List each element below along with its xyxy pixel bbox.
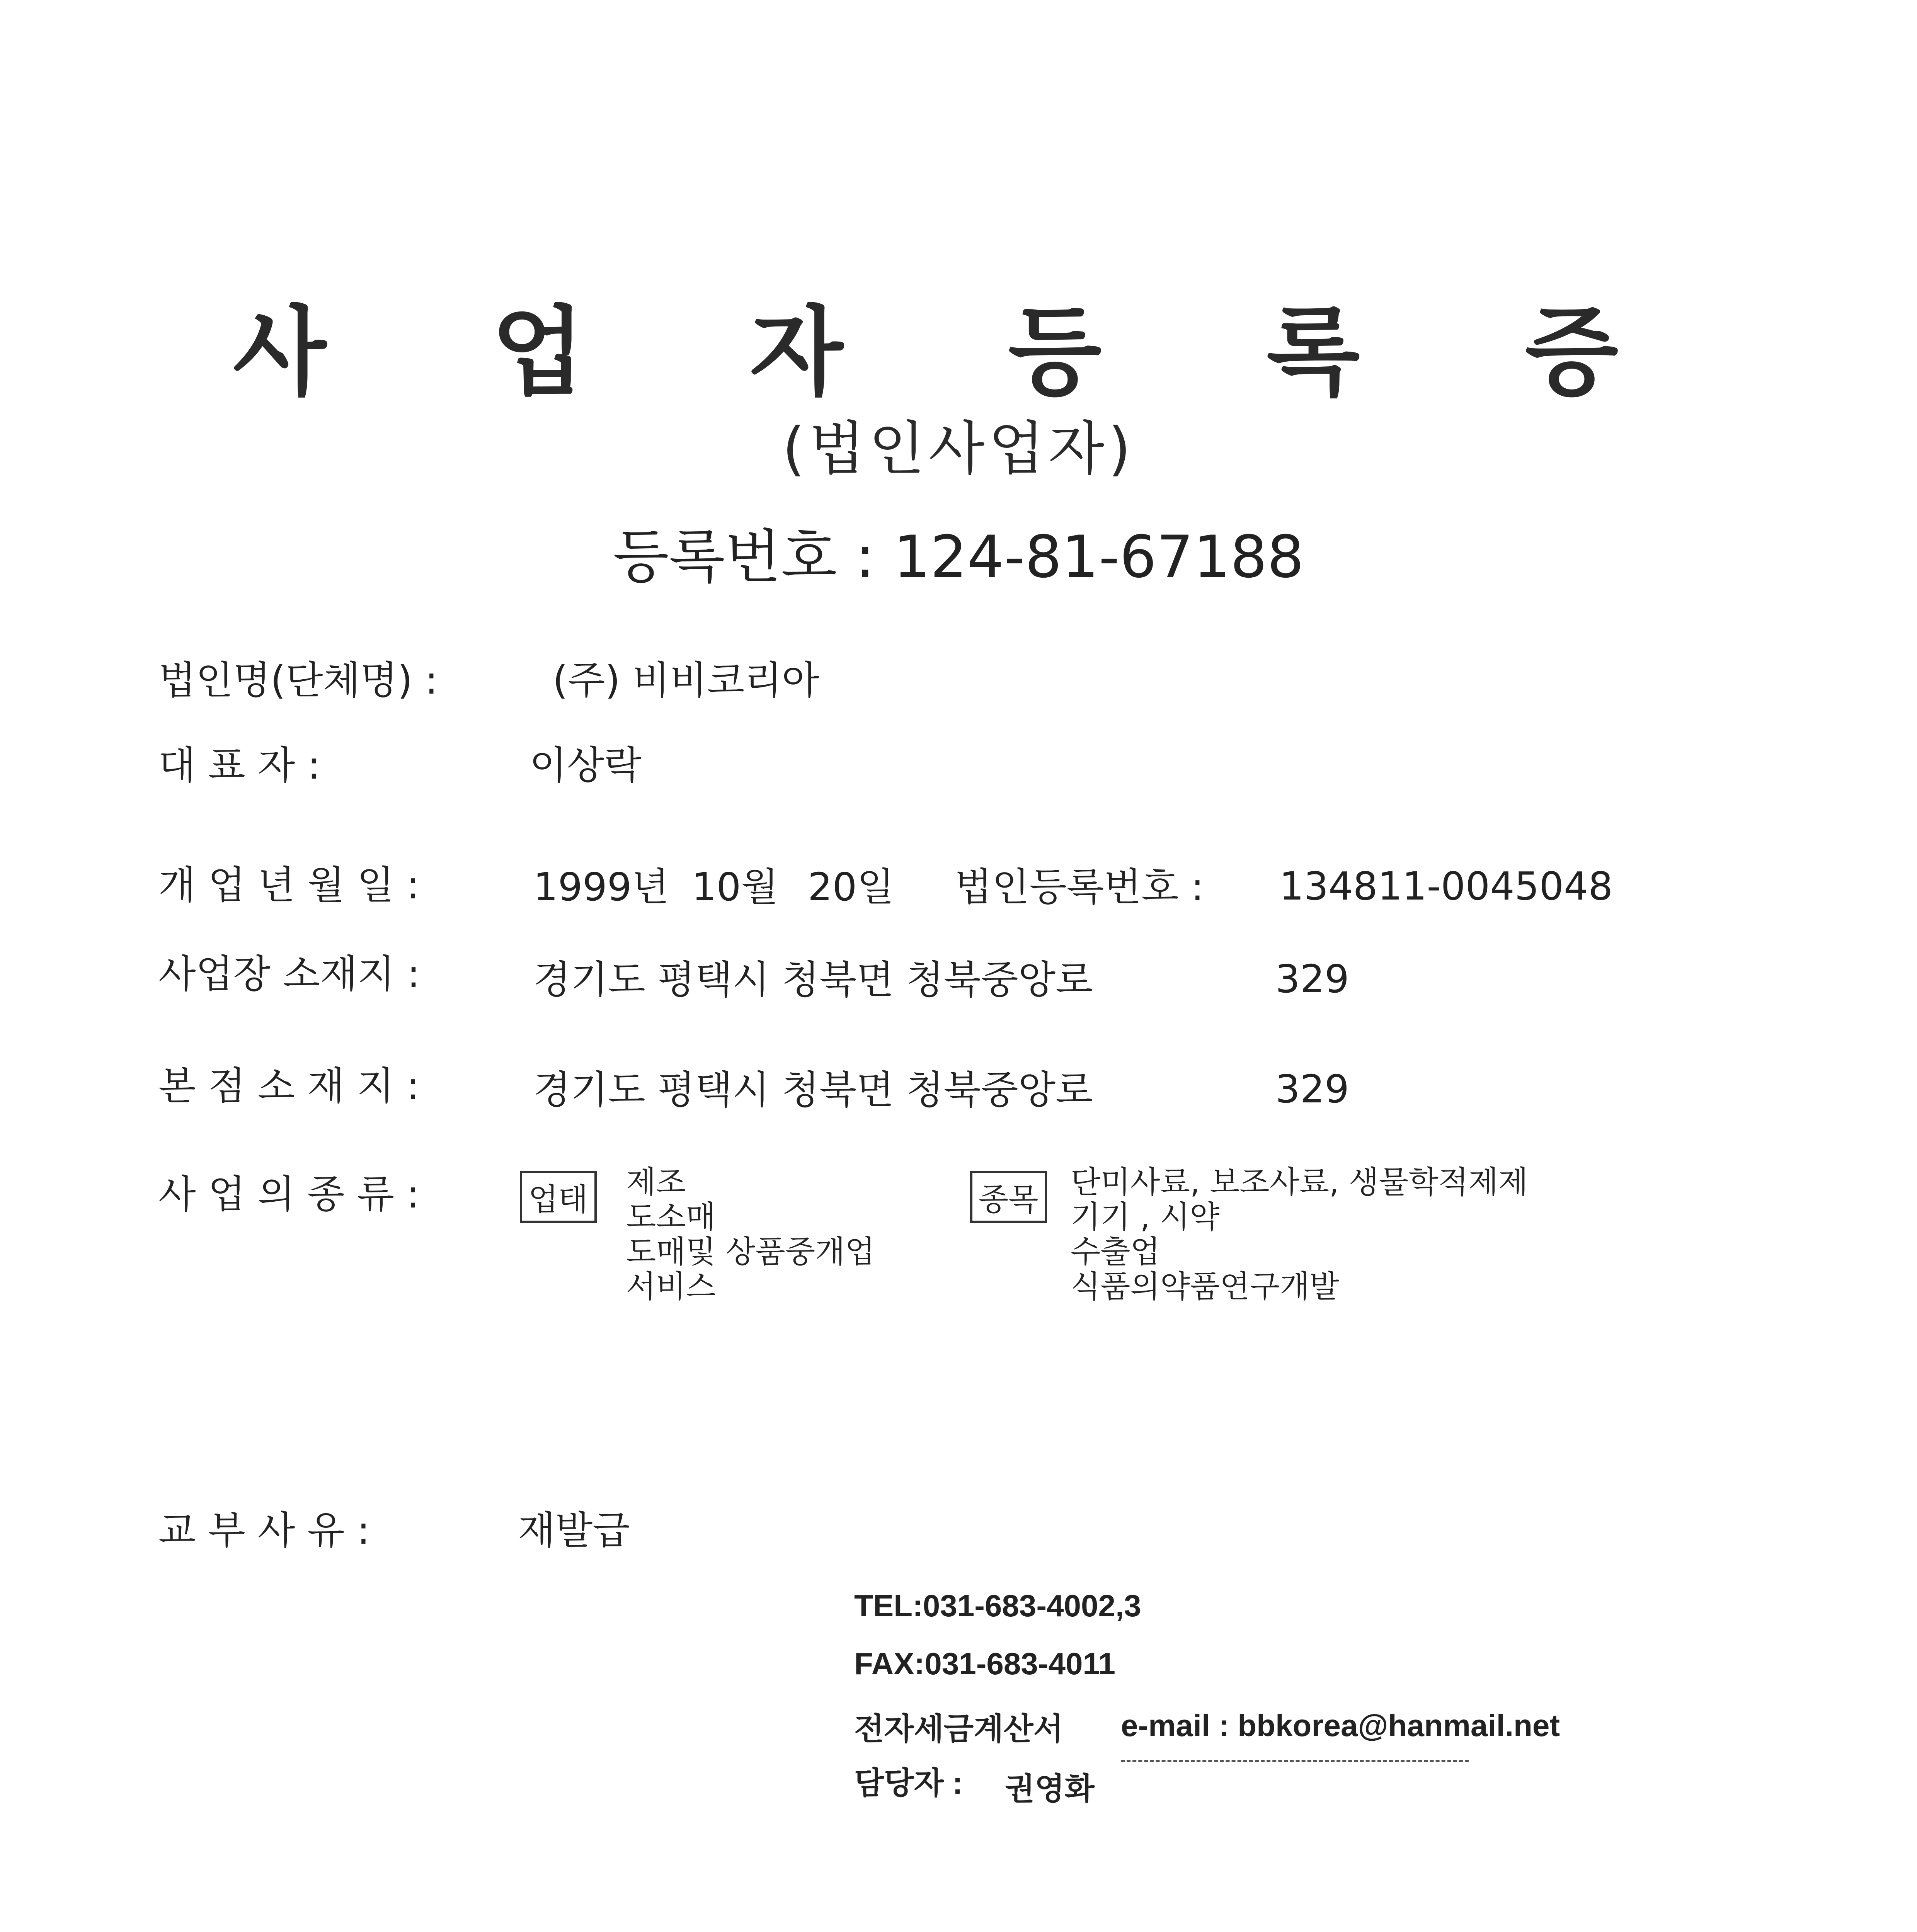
- manager-name: 권영화: [1005, 1772, 1095, 1806]
- issue-reason-label: 교 부 사 유 :: [158, 1508, 370, 1553]
- telephone: TEL:031-683-4002,3: [854, 1588, 1141, 1623]
- document-title: 사 업 자 등 록 증: [233, 296, 1684, 408]
- list-item: 단미사료, 보조사료, 생물학적제제: [1071, 1164, 1528, 1200]
- einvoice-label: 전자세금계산서: [854, 1712, 1063, 1746]
- representative-name: 이상락: [529, 743, 642, 788]
- list-item: 서비스: [626, 1269, 716, 1304]
- email-underline: [1121, 1760, 1469, 1762]
- hq-label: 본 점 소 재 지 :: [158, 1063, 420, 1109]
- item-tag: 종목: [970, 1171, 1047, 1223]
- hq-location: 경기도 평택시 청북면 청북중앙로: [533, 1067, 1093, 1112]
- document-subtitle: (법인사업자): [782, 415, 1135, 483]
- open-year: 1999년: [533, 864, 669, 910]
- open-date-label: 개 업 년 월 일 :: [158, 862, 420, 908]
- item-list: [1071, 1165, 1528, 1304]
- business-type-label: 사 업 의 종 류 :: [158, 1172, 420, 1217]
- open-day: 20일: [808, 864, 894, 910]
- category-tag: 업태: [520, 1171, 597, 1223]
- location: 경기도 평택시 청북면 청북중앙로: [533, 957, 1093, 1002]
- fax: FAX:031-683-4011: [854, 1646, 1116, 1681]
- list-item: 도매및 상품중개업: [626, 1234, 875, 1270]
- location-number: 329: [1275, 956, 1349, 1002]
- list-item: 제조: [626, 1164, 686, 1200]
- list-item: 기기 , 시약: [1071, 1199, 1220, 1235]
- registration-number-line: [0, 510, 1917, 594]
- registration-number: 124-81-67188: [893, 524, 1304, 591]
- email: e-mail : bbkorea@hanmail.net: [1121, 1708, 1560, 1743]
- open-month: 10월: [692, 864, 778, 910]
- list-item: 도소매: [626, 1199, 716, 1235]
- list-item: 수출업: [1071, 1234, 1160, 1270]
- location-label: 사업장 소재지 :: [158, 951, 420, 997]
- issue-reason: 재발급: [518, 1508, 630, 1553]
- corp-reg-label: 법인등록번호 :: [955, 864, 1204, 910]
- category-list: [626, 1165, 875, 1304]
- list-item: 식품의약품연구개발: [1071, 1269, 1340, 1304]
- corp-name-label: 법인명(단체명) :: [158, 658, 438, 703]
- registration-number-label: 등록번호 :: [613, 524, 875, 591]
- corp-reg-number: 134811-0045048: [1279, 864, 1613, 909]
- corp-name: (주) 비비코리아: [553, 658, 819, 703]
- representative-label: 대 표 자 :: [158, 743, 320, 788]
- manager-label: 담당자 :: [854, 1766, 963, 1800]
- hq-number: 329: [1275, 1066, 1349, 1112]
